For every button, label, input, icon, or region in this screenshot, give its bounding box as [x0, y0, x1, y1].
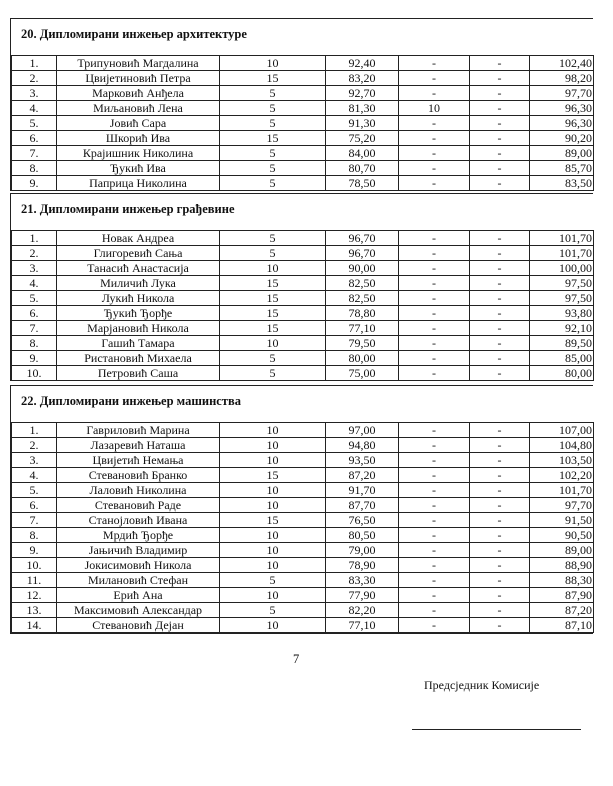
total-score: 80,00 — [530, 366, 594, 381]
points-b: 87,70 — [326, 498, 399, 513]
row-number: 8. — [12, 528, 57, 543]
points-c: - — [399, 543, 470, 558]
points-b: 87,20 — [326, 468, 399, 483]
points-d: - — [470, 246, 530, 261]
candidate-name: Јовић Сара — [57, 116, 220, 131]
points-a: 5 — [220, 573, 326, 588]
candidate-name: Марковић Анђела — [57, 86, 220, 101]
points-c: - — [399, 528, 470, 543]
points-d: - — [470, 71, 530, 86]
row-number: 2. — [12, 71, 57, 86]
candidate-name: Станојловић Ивана — [57, 513, 220, 528]
points-d: - — [470, 291, 530, 306]
points-c: - — [399, 231, 470, 246]
points-c: - — [399, 351, 470, 366]
table-row — [12, 71, 594, 86]
points-b: 78,50 — [326, 176, 399, 191]
points-a: 15 — [220, 513, 326, 528]
points-c: - — [399, 261, 470, 276]
points-a: 10 — [220, 618, 326, 633]
candidate-name: Јањичић Владимир — [57, 543, 220, 558]
points-c: - — [399, 56, 470, 71]
table-row — [12, 231, 594, 246]
candidate-name: Гавриловић Марина — [57, 423, 220, 438]
points-d: - — [470, 336, 530, 351]
points-d: - — [470, 131, 530, 146]
table-row — [12, 351, 594, 366]
table-row — [12, 603, 594, 618]
points-c: - — [399, 498, 470, 513]
row-number: 7. — [12, 513, 57, 528]
candidate-name: Цвијетиновић Петра — [57, 71, 220, 86]
candidate-name: Стевановић Дејан — [57, 618, 220, 633]
points-a: 5 — [220, 146, 326, 161]
points-b: 78,80 — [326, 306, 399, 321]
points-d: - — [470, 453, 530, 468]
points-a: 5 — [220, 351, 326, 366]
row-number: 1. — [12, 56, 57, 71]
row-number: 9. — [12, 543, 57, 558]
row-number: 10. — [12, 366, 57, 381]
points-c: - — [399, 468, 470, 483]
points-b: 97,00 — [326, 423, 399, 438]
row-number: 6. — [12, 498, 57, 513]
candidate-name: Ђукић Ђорђе — [57, 306, 220, 321]
row-number: 4. — [12, 468, 57, 483]
points-c: - — [399, 246, 470, 261]
points-c: - — [399, 131, 470, 146]
points-d: - — [470, 101, 530, 116]
points-c: - — [399, 423, 470, 438]
table-row — [12, 176, 594, 191]
candidate-name: Ерић Ана — [57, 588, 220, 603]
total-score: 87,20 — [530, 603, 594, 618]
candidate-name: Мрдић Ђорђе — [57, 528, 220, 543]
points-b: 76,50 — [326, 513, 399, 528]
total-score: 100,00 — [530, 261, 594, 276]
section-header — [11, 385, 593, 422]
points-c: - — [399, 321, 470, 336]
points-d: - — [470, 498, 530, 513]
points-a: 10 — [220, 498, 326, 513]
row-number: 10. — [12, 558, 57, 573]
points-c: - — [399, 453, 470, 468]
points-c: - — [399, 71, 470, 86]
table-row — [12, 513, 594, 528]
points-d: - — [470, 351, 530, 366]
table-row — [12, 573, 594, 588]
points-c: - — [399, 603, 470, 618]
points-c: - — [399, 573, 470, 588]
candidate-name: Паприца Николина — [57, 176, 220, 191]
points-b: 94,80 — [326, 438, 399, 453]
points-a: 15 — [220, 321, 326, 336]
total-score: 97,70 — [530, 498, 594, 513]
total-score: 88,30 — [530, 573, 594, 588]
section-title: 22. Дипломирани инжењер машинства — [21, 394, 241, 408]
candidate-name: Ђукић Ива — [57, 161, 220, 176]
table-row — [12, 246, 594, 261]
total-score: 89,00 — [530, 543, 594, 558]
points-b: 75,20 — [326, 131, 399, 146]
table-row — [12, 528, 594, 543]
points-b: 77,10 — [326, 321, 399, 336]
points-b: 83,20 — [326, 71, 399, 86]
total-score: 107,00 — [530, 423, 594, 438]
points-c: - — [399, 86, 470, 101]
points-c: - — [399, 146, 470, 161]
row-number: 3. — [12, 453, 57, 468]
points-b: 83,30 — [326, 573, 399, 588]
table-row — [12, 453, 594, 468]
points-d: - — [470, 116, 530, 131]
table-row — [12, 161, 594, 176]
points-a: 5 — [220, 366, 326, 381]
ranking-table — [11, 55, 594, 191]
points-a: 10 — [220, 438, 326, 453]
points-d: - — [470, 261, 530, 276]
points-a: 10 — [220, 588, 326, 603]
points-b: 92,40 — [326, 56, 399, 71]
points-c: - — [399, 291, 470, 306]
row-number: 5. — [12, 291, 57, 306]
candidate-name: Крајишник Николина — [57, 146, 220, 161]
points-d: - — [470, 146, 530, 161]
points-c: - — [399, 483, 470, 498]
row-number: 11. — [12, 573, 57, 588]
total-score: 90,20 — [530, 131, 594, 146]
candidate-name: Милановић Стефан — [57, 573, 220, 588]
points-d: - — [470, 161, 530, 176]
total-score: 101,70 — [530, 483, 594, 498]
row-number: 7. — [12, 146, 57, 161]
candidate-name: Максимовић Александар — [57, 603, 220, 618]
points-b: 77,10 — [326, 618, 399, 633]
total-score: 87,10 — [530, 618, 594, 633]
points-d: - — [470, 321, 530, 336]
candidate-name: Стевановић Бранко — [57, 468, 220, 483]
table-row — [12, 438, 594, 453]
points-d: - — [470, 558, 530, 573]
points-b: 79,50 — [326, 336, 399, 351]
points-d: - — [470, 588, 530, 603]
candidate-name: Шкорић Ива — [57, 131, 220, 146]
candidate-name: Лаловић Николина — [57, 483, 220, 498]
row-number: 5. — [12, 116, 57, 131]
table-row — [12, 291, 594, 306]
candidate-name: Гашић Тамара — [57, 336, 220, 351]
row-number: 1. — [12, 231, 57, 246]
candidate-name: Цвијетић Немања — [57, 453, 220, 468]
row-number: 7. — [12, 321, 57, 336]
total-score: 104,80 — [530, 438, 594, 453]
section-title: 21. Дипломирани инжењер грађевине — [21, 202, 235, 216]
candidate-name: Трипуновић Магдалина — [57, 56, 220, 71]
points-a: 5 — [220, 246, 326, 261]
points-a: 5 — [220, 161, 326, 176]
total-score: 85,00 — [530, 351, 594, 366]
row-number: 9. — [12, 351, 57, 366]
points-a: 10 — [220, 543, 326, 558]
page-number: 7 — [293, 652, 300, 666]
points-b: 75,00 — [326, 366, 399, 381]
table-row — [12, 86, 594, 101]
total-score: 91,50 — [530, 513, 594, 528]
total-score: 88,90 — [530, 558, 594, 573]
points-d: - — [470, 618, 530, 633]
row-number: 8. — [12, 161, 57, 176]
points-d: - — [470, 86, 530, 101]
total-score: 97,70 — [530, 86, 594, 101]
total-score: 97,50 — [530, 291, 594, 306]
row-number: 6. — [12, 306, 57, 321]
table-row — [12, 276, 594, 291]
ranking-table — [11, 422, 594, 633]
points-c: - — [399, 513, 470, 528]
total-score: 102,40 — [530, 56, 594, 71]
points-b: 92,70 — [326, 86, 399, 101]
row-number: 2. — [12, 438, 57, 453]
points-d: - — [470, 423, 530, 438]
row-number: 3. — [12, 261, 57, 276]
points-d: - — [470, 468, 530, 483]
points-d: - — [470, 543, 530, 558]
row-number: 6. — [12, 131, 57, 146]
row-number: 1. — [12, 423, 57, 438]
total-score: 90,50 — [530, 528, 594, 543]
points-a: 10 — [220, 261, 326, 276]
candidate-name: Петровић Саша — [57, 366, 220, 381]
points-b: 82,20 — [326, 603, 399, 618]
candidate-name: Миличић Лука — [57, 276, 220, 291]
points-c: - — [399, 116, 470, 131]
points-a: 5 — [220, 86, 326, 101]
points-d: - — [470, 573, 530, 588]
points-b: 79,00 — [326, 543, 399, 558]
row-number: 3. — [12, 86, 57, 101]
signature-line — [412, 729, 581, 730]
points-b: 77,90 — [326, 588, 399, 603]
points-d: - — [470, 276, 530, 291]
table-row — [12, 366, 594, 381]
points-a: 10 — [220, 336, 326, 351]
points-c: - — [399, 336, 470, 351]
row-number: 13. — [12, 603, 57, 618]
points-c: - — [399, 618, 470, 633]
points-a: 10 — [220, 453, 326, 468]
total-score: 89,00 — [530, 146, 594, 161]
points-d: - — [470, 513, 530, 528]
points-a: 15 — [220, 276, 326, 291]
total-score: 98,20 — [530, 71, 594, 86]
total-score: 103,50 — [530, 453, 594, 468]
points-c: - — [399, 438, 470, 453]
candidate-name: Миљановић Лена — [57, 101, 220, 116]
table-row — [12, 131, 594, 146]
points-c: - — [399, 161, 470, 176]
table-row — [12, 498, 594, 513]
points-b: 91,70 — [326, 483, 399, 498]
points-b: 96,70 — [326, 246, 399, 261]
row-number: 9. — [12, 176, 57, 191]
candidate-name: Стевановић Раде — [57, 498, 220, 513]
points-c: - — [399, 588, 470, 603]
points-c: - — [399, 176, 470, 191]
section-architecture — [10, 18, 593, 191]
section-mechanical-engineering — [10, 385, 593, 634]
points-b: 93,50 — [326, 453, 399, 468]
points-d: - — [470, 176, 530, 191]
points-d: - — [470, 438, 530, 453]
points-c: - — [399, 558, 470, 573]
total-score: 101,70 — [530, 246, 594, 261]
table-row — [12, 146, 594, 161]
points-d: - — [470, 231, 530, 246]
total-score: 102,20 — [530, 468, 594, 483]
points-b: 80,50 — [326, 528, 399, 543]
ranking-table — [11, 230, 594, 381]
total-score: 96,30 — [530, 101, 594, 116]
row-number: 14. — [12, 618, 57, 633]
points-d: - — [470, 56, 530, 71]
candidate-name: Лазаревић Наташа — [57, 438, 220, 453]
total-score: 93,80 — [530, 306, 594, 321]
total-score: 85,70 — [530, 161, 594, 176]
points-c: - — [399, 306, 470, 321]
candidate-name: Јокисимовић Никола — [57, 558, 220, 573]
points-a: 15 — [220, 306, 326, 321]
section-header — [11, 18, 593, 55]
table-row — [12, 101, 594, 116]
points-b: 96,70 — [326, 231, 399, 246]
table-row — [12, 261, 594, 276]
points-a: 10 — [220, 423, 326, 438]
table-row — [12, 618, 594, 633]
points-c: 10 — [399, 101, 470, 116]
total-score: 96,30 — [530, 116, 594, 131]
points-a: 5 — [220, 176, 326, 191]
table-row — [12, 336, 594, 351]
points-c: - — [399, 366, 470, 381]
row-number: 2. — [12, 246, 57, 261]
points-a: 10 — [220, 528, 326, 543]
table-row — [12, 543, 594, 558]
total-score: 89,50 — [530, 336, 594, 351]
table-row — [12, 483, 594, 498]
total-score: 92,10 — [530, 321, 594, 336]
points-d: - — [470, 366, 530, 381]
points-a: 15 — [220, 468, 326, 483]
candidate-name: Новак Андреа — [57, 231, 220, 246]
points-a: 15 — [220, 131, 326, 146]
total-score: 87,90 — [530, 588, 594, 603]
points-d: - — [470, 603, 530, 618]
row-number: 12. — [12, 588, 57, 603]
points-a: 5 — [220, 101, 326, 116]
points-a: 15 — [220, 71, 326, 86]
total-score: 97,50 — [530, 276, 594, 291]
signature-label: Предсједник Комисије — [424, 678, 540, 692]
candidate-name: Ристановић Михаела — [57, 351, 220, 366]
points-b: 90,00 — [326, 261, 399, 276]
section-civil-engineering — [10, 193, 593, 381]
points-a: 5 — [220, 116, 326, 131]
candidate-name: Марјановић Никола — [57, 321, 220, 336]
candidate-name: Глигоревић Сања — [57, 246, 220, 261]
points-b: 80,00 — [326, 351, 399, 366]
table-row — [12, 588, 594, 603]
row-number: 5. — [12, 483, 57, 498]
points-a: 10 — [220, 56, 326, 71]
section-title: 20. Дипломирани инжењер архитектуре — [21, 27, 247, 41]
table-row — [12, 468, 594, 483]
candidate-name: Лукић Никола — [57, 291, 220, 306]
table-row — [12, 321, 594, 336]
points-d: - — [470, 483, 530, 498]
row-number: 4. — [12, 101, 57, 116]
points-c: - — [399, 276, 470, 291]
points-b: 91,30 — [326, 116, 399, 131]
points-a: 10 — [220, 483, 326, 498]
points-d: - — [470, 528, 530, 543]
table-row — [12, 116, 594, 131]
candidate-name: Танасић Анастасија — [57, 261, 220, 276]
points-b: 78,90 — [326, 558, 399, 573]
points-b: 82,50 — [326, 276, 399, 291]
row-number: 4. — [12, 276, 57, 291]
table-row — [12, 306, 594, 321]
points-d: - — [470, 306, 530, 321]
table-row — [12, 558, 594, 573]
points-a: 5 — [220, 603, 326, 618]
table-row — [12, 423, 594, 438]
points-b: 81,30 — [326, 101, 399, 116]
table-row — [12, 56, 594, 71]
points-a: 5 — [220, 231, 326, 246]
points-a: 10 — [220, 558, 326, 573]
points-b: 82,50 — [326, 291, 399, 306]
total-score: 101,70 — [530, 231, 594, 246]
row-number: 8. — [12, 336, 57, 351]
total-score: 83,50 — [530, 176, 594, 191]
points-b: 84,00 — [326, 146, 399, 161]
section-header — [11, 193, 593, 230]
points-b: 80,70 — [326, 161, 399, 176]
points-a: 15 — [220, 291, 326, 306]
